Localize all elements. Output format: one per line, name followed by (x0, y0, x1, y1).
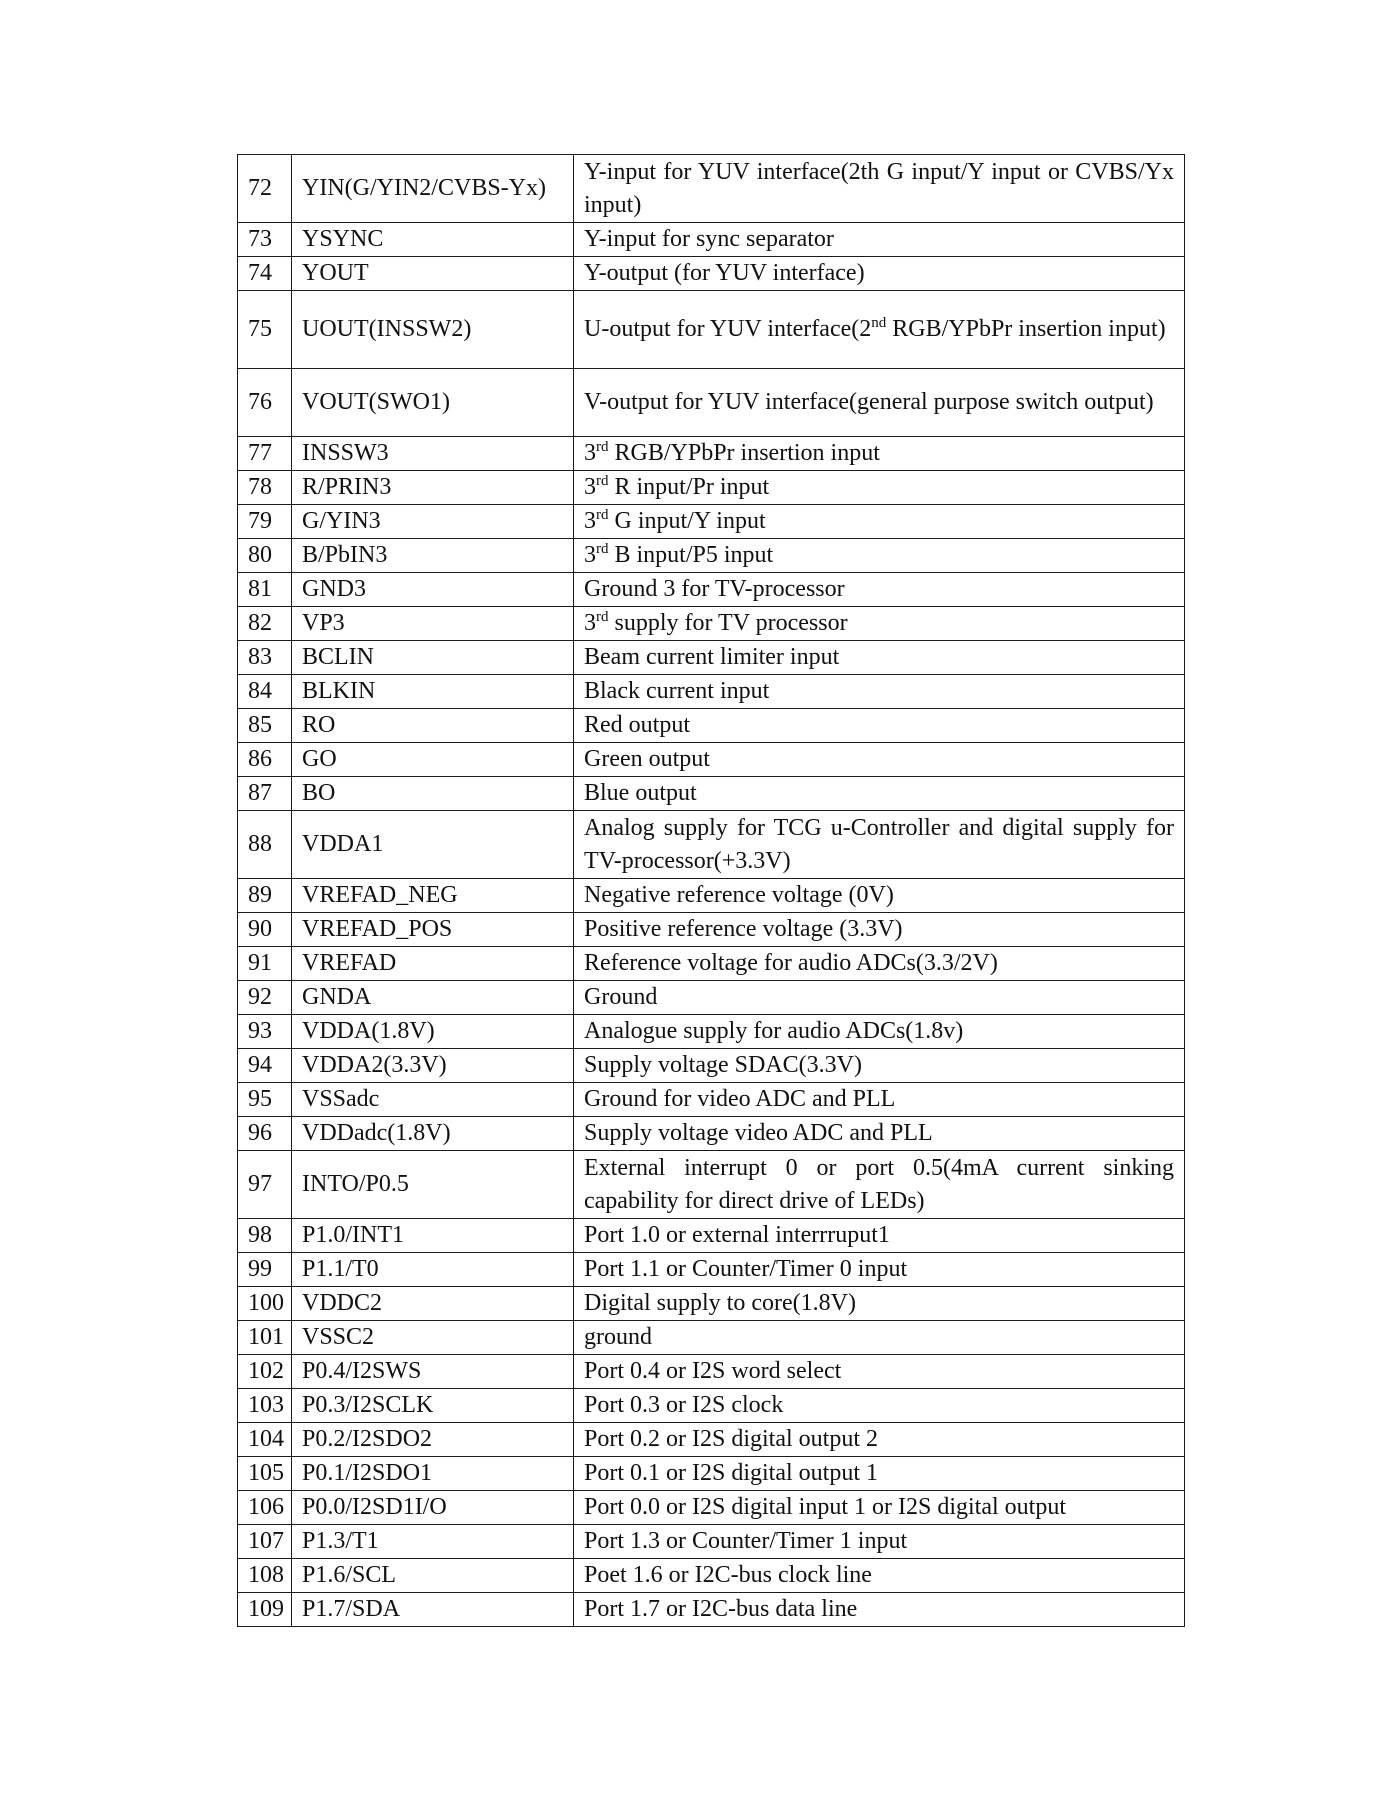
pin-name: VREFAD (292, 947, 574, 981)
pin-description: Black current input (574, 675, 1185, 709)
pin-number: 77 (238, 437, 292, 471)
table-row (238, 573, 1185, 607)
table-row (238, 1253, 1185, 1287)
table-row (238, 1355, 1185, 1389)
table-row (238, 471, 1185, 505)
table-row (238, 811, 1185, 879)
desc-text: 3 (584, 610, 596, 636)
pin-name: VDDA1 (292, 811, 574, 879)
pin-name: P0.3/I2SCLK (292, 1389, 574, 1423)
pin-description: Port 0.0 or I2S digital input 1 or I2S digital output (574, 1491, 1185, 1525)
desc-text: 3 (584, 474, 596, 500)
pin-number: 105 (238, 1457, 292, 1491)
desc-text: supply for TV processor (608, 610, 848, 636)
pin-number: 108 (238, 1559, 292, 1593)
pin-name: P1.3/T1 (292, 1525, 574, 1559)
pin-description: Negative reference voltage (0V) (574, 879, 1185, 913)
pin-description: Analog supply for TCG u-Controller and digital supply for TV-processor(+3.3V) (574, 811, 1185, 879)
pin-number: 73 (238, 223, 292, 257)
pin-name: P0.2/I2SDO2 (292, 1423, 574, 1457)
pin-description: Port 0.2 or I2S digital output 2 (574, 1423, 1185, 1457)
table-row (238, 1389, 1185, 1423)
pin-number: 91 (238, 947, 292, 981)
table-row (238, 675, 1185, 709)
pin-number: 97 (238, 1151, 292, 1219)
pin-name: YIN(G/YIN2/CVBS-Yx) (292, 155, 574, 223)
table-row (238, 257, 1185, 291)
pin-description-table (237, 154, 1185, 1627)
pin-description: Ground for video ADC and PLL (574, 1083, 1185, 1117)
table-row (238, 369, 1185, 437)
pin-name: B/PbIN3 (292, 539, 574, 573)
pin-number: 90 (238, 913, 292, 947)
pin-description: Blue output (574, 777, 1185, 811)
pin-description: Supply voltage SDAC(3.3V) (574, 1049, 1185, 1083)
pin-number: 87 (238, 777, 292, 811)
desc-text: R input/Pr input (608, 474, 770, 500)
pin-description: Port 0.1 or I2S digital output 1 (574, 1457, 1185, 1491)
pin-number: 109 (238, 1593, 292, 1627)
table-row (238, 1049, 1185, 1083)
pin-description: V-output for YUV interface(general purpose switch output) (574, 369, 1185, 437)
pin-name: RO (292, 709, 574, 743)
pin-name: GO (292, 743, 574, 777)
pin-description (574, 291, 1185, 369)
pin-description: Beam current limiter input (574, 641, 1185, 675)
table-row (238, 879, 1185, 913)
pin-name: VDDadc(1.8V) (292, 1117, 574, 1151)
desc-text: RGB/YPbPr insertion input (608, 440, 880, 466)
table-row (238, 913, 1185, 947)
desc-text: 3 (584, 542, 596, 568)
pin-description: Y-input for sync separator (574, 223, 1185, 257)
pin-name: BLKIN (292, 675, 574, 709)
pin-number: 96 (238, 1117, 292, 1151)
pin-description: Ground (574, 981, 1185, 1015)
table-row (238, 709, 1185, 743)
pin-number: 72 (238, 155, 292, 223)
pin-number: 83 (238, 641, 292, 675)
pin-description: Analogue supply for audio ADCs(1.8v) (574, 1015, 1185, 1049)
table-row (238, 437, 1185, 471)
pin-description: Digital supply to core(1.8V) (574, 1287, 1185, 1321)
desc-text: RGB/YPbPr insertion input) (886, 316, 1166, 342)
pin-description: Port 1.7 or I2C-bus data line (574, 1593, 1185, 1627)
pin-number: 92 (238, 981, 292, 1015)
pin-number: 104 (238, 1423, 292, 1457)
superscript: rd (596, 609, 609, 625)
table-row (238, 981, 1185, 1015)
pin-number: 106 (238, 1491, 292, 1525)
table-row (238, 777, 1185, 811)
pin-number: 78 (238, 471, 292, 505)
pin-name: BCLIN (292, 641, 574, 675)
desc-text: 3 (584, 508, 596, 534)
pin-name: P1.1/T0 (292, 1253, 574, 1287)
desc-text: 3 (584, 440, 596, 466)
pin-name: G/YIN3 (292, 505, 574, 539)
pin-name: VDDA2(3.3V) (292, 1049, 574, 1083)
table-row (238, 607, 1185, 641)
pin-description (574, 607, 1185, 641)
superscript: rd (596, 541, 609, 557)
pin-name: VOUT(SWO1) (292, 369, 574, 437)
pin-number: 81 (238, 573, 292, 607)
table-row (238, 1015, 1185, 1049)
pin-description: Supply voltage video ADC and PLL (574, 1117, 1185, 1151)
pin-description: Port 1.1 or Counter/Timer 0 input (574, 1253, 1185, 1287)
pin-number: 85 (238, 709, 292, 743)
pin-description: ground (574, 1321, 1185, 1355)
pin-name: GND3 (292, 573, 574, 607)
pin-number: 98 (238, 1219, 292, 1253)
pin-number: 107 (238, 1525, 292, 1559)
pin-description (574, 505, 1185, 539)
pin-number: 100 (238, 1287, 292, 1321)
pin-number: 74 (238, 257, 292, 291)
pin-name: GNDA (292, 981, 574, 1015)
pin-number: 93 (238, 1015, 292, 1049)
table-row (238, 1525, 1185, 1559)
table-row (238, 1457, 1185, 1491)
desc-text: G input/Y input (608, 508, 766, 534)
pin-number: 101 (238, 1321, 292, 1355)
pin-name: INSSW3 (292, 437, 574, 471)
pin-number: 80 (238, 539, 292, 573)
superscript: nd (871, 315, 887, 331)
superscript: rd (596, 439, 609, 455)
pin-number: 95 (238, 1083, 292, 1117)
pin-name: P1.7/SDA (292, 1593, 574, 1627)
pin-name: P0.1/I2SDO1 (292, 1457, 574, 1491)
pin-name: BO (292, 777, 574, 811)
pin-table-body (238, 155, 1185, 1627)
pin-name: VSSC2 (292, 1321, 574, 1355)
pin-description: Y-output (for YUV interface) (574, 257, 1185, 291)
table-row (238, 1151, 1185, 1219)
pin-description (574, 471, 1185, 505)
pin-name: VDDA(1.8V) (292, 1015, 574, 1049)
table-row (238, 1491, 1185, 1525)
pin-description (574, 437, 1185, 471)
pin-name: INTO/P0.5 (292, 1151, 574, 1219)
pin-number: 94 (238, 1049, 292, 1083)
pin-name: UOUT(INSSW2) (292, 291, 574, 369)
pin-description: Port 0.4 or I2S word select (574, 1355, 1185, 1389)
pin-name: VREFAD_NEG (292, 879, 574, 913)
desc-text: U-output for YUV interface(2 (584, 316, 872, 342)
table-row (238, 1559, 1185, 1593)
pin-description: Port 1.0 or external interrruput1 (574, 1219, 1185, 1253)
pin-description: Positive reference voltage (3.3V) (574, 913, 1185, 947)
pin-number: 99 (238, 1253, 292, 1287)
pin-description: Green output (574, 743, 1185, 777)
pin-number: 75 (238, 291, 292, 369)
pin-number: 76 (238, 369, 292, 437)
table-row (238, 743, 1185, 777)
pin-number: 103 (238, 1389, 292, 1423)
pin-number: 84 (238, 675, 292, 709)
table-row (238, 641, 1185, 675)
pin-name: VREFAD_POS (292, 913, 574, 947)
table-row (238, 1321, 1185, 1355)
table-row (238, 223, 1185, 257)
pin-description: Ground 3 for TV-processor (574, 573, 1185, 607)
pin-description: Port 0.3 or I2S clock (574, 1389, 1185, 1423)
pin-number: 88 (238, 811, 292, 879)
table-row (238, 505, 1185, 539)
pin-number: 89 (238, 879, 292, 913)
pin-description: Y-input for YUV interface(2th G input/Y input or CVBS/Yx input) (574, 155, 1185, 223)
table-row (238, 1423, 1185, 1457)
table-row (238, 1117, 1185, 1151)
pin-description: Reference voltage for audio ADCs(3.3/2V) (574, 947, 1185, 981)
pin-name: VSSadc (292, 1083, 574, 1117)
table-row (238, 291, 1185, 369)
table-row (238, 1219, 1185, 1253)
pin-name: R/PRIN3 (292, 471, 574, 505)
pin-description: Red output (574, 709, 1185, 743)
table-row (238, 539, 1185, 573)
table-row (238, 947, 1185, 981)
pin-name: P0.0/I2SD1I/O (292, 1491, 574, 1525)
pin-description: Port 1.3 or Counter/Timer 1 input (574, 1525, 1185, 1559)
pin-name: YOUT (292, 257, 574, 291)
pin-number: 82 (238, 607, 292, 641)
pin-name: YSYNC (292, 223, 574, 257)
pin-name: VP3 (292, 607, 574, 641)
pin-description (574, 539, 1185, 573)
table-row (238, 1593, 1185, 1627)
desc-text: B input/P5 input (608, 542, 774, 568)
pin-description: External interrupt 0 or port 0.5(4mA current sinking capability for direct drive of LEDs) (574, 1151, 1185, 1219)
pin-number: 79 (238, 505, 292, 539)
superscript: rd (596, 473, 609, 489)
pin-description: Poet 1.6 or I2C-bus clock line (574, 1559, 1185, 1593)
table-row (238, 1287, 1185, 1321)
superscript: rd (596, 507, 609, 523)
table-row (238, 155, 1185, 223)
pin-name: P1.6/SCL (292, 1559, 574, 1593)
pin-name: P0.4/I2SWS (292, 1355, 574, 1389)
pin-name: P1.0/INT1 (292, 1219, 574, 1253)
pin-number: 102 (238, 1355, 292, 1389)
pin-number: 86 (238, 743, 292, 777)
pin-name: VDDC2 (292, 1287, 574, 1321)
table-row (238, 1083, 1185, 1117)
